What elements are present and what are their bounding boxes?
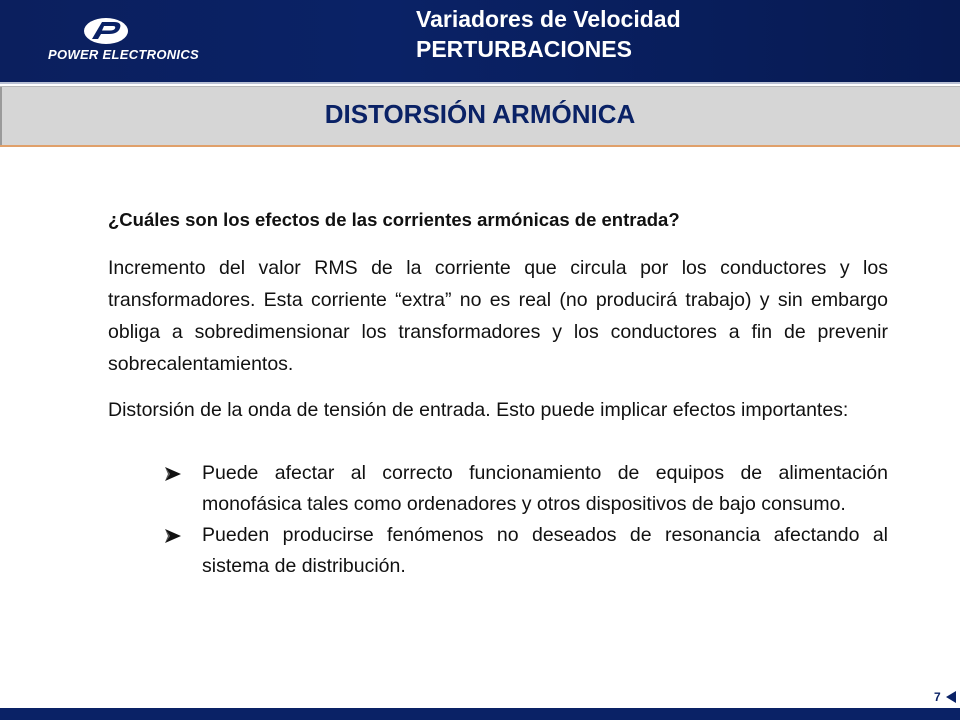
effect-paragraph-1: Incremento del valor RMS de la corriente que circula por los conductores y los transformadores. Esta corriente “extra” no es real (no producirá trabajo) y sin embargo obliga a sobredimensionar los transformadores y los conductores a fin de prevenir sobrecalentamientos. (108, 257, 888, 375)
brand-name: POWER ELECTRONICS (48, 47, 199, 62)
arrow-bullet-icon (164, 529, 182, 543)
effect-paragraph-2: Distorsión de la onda de tensión de entrada. Esto puede implicar efectos importantes: (108, 399, 849, 421)
footer-bar (0, 708, 960, 720)
list-item (164, 520, 888, 582)
title-line-1: Variadores de Velocidad (416, 6, 681, 32)
section-title: DISTORSIÓN ARMÓNICA (324, 99, 636, 129)
slide-question: ¿Cuáles son los efectos de las corrientes armónicas de entrada? (108, 209, 680, 230)
power-electronics-logo-icon (82, 16, 130, 46)
effects-bullet-list (164, 458, 888, 582)
presentation-title (416, 4, 681, 64)
list-item (164, 458, 888, 520)
title-line-2: PERTURBACIONES (416, 36, 632, 62)
page-number: 7 (934, 690, 941, 704)
header-bar (0, 0, 960, 84)
company-logo (48, 16, 258, 72)
arrow-bullet-icon (164, 467, 182, 481)
header-divider (0, 82, 960, 84)
bullet-text: Puede afectar al correcto funcionamiento de equipos de alimentación monofásica tales como ordenadores y otros dispositivos de bajo consumo. (202, 462, 888, 515)
bullet-text: Pueden producirse fenómenos no deseados de resonancia afectando al sistema de distribución. (202, 524, 888, 577)
previous-arrow-icon[interactable] (945, 690, 957, 704)
